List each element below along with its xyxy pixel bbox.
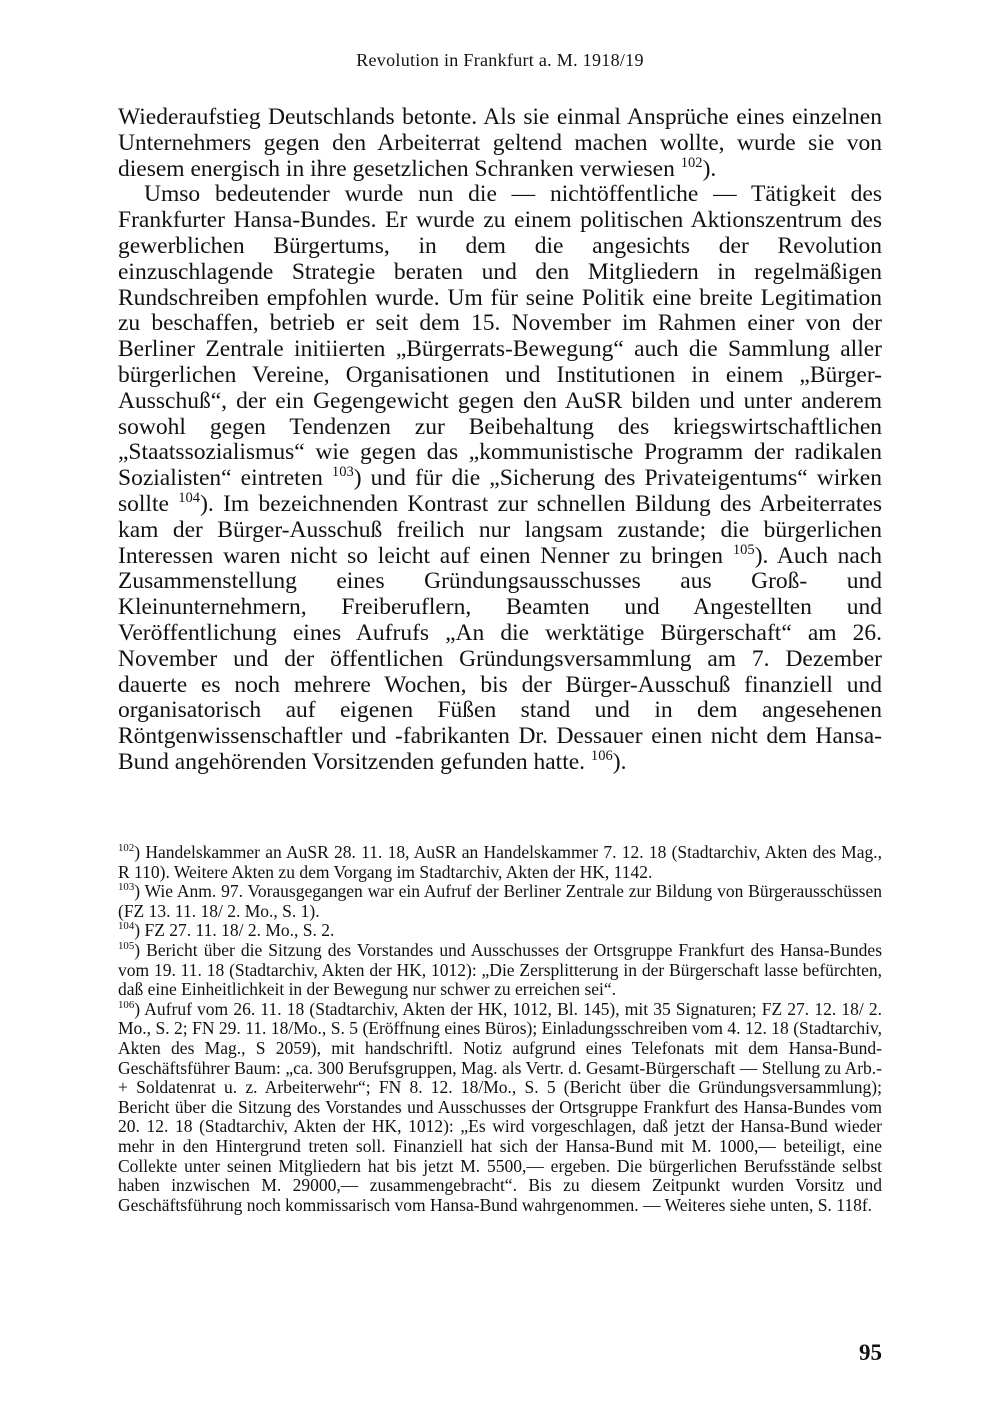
footnote-106 [118, 1000, 882, 1216]
page-number: 95 [859, 1340, 882, 1365]
running-header: Revolution in Frankfurt a. M. 1918/19 [356, 50, 644, 70]
footnote-ref-102[interactable]: 102 [680, 154, 703, 171]
footnote-marker: 104 [118, 920, 135, 933]
footnote-ref-104[interactable]: 104 [178, 490, 201, 507]
footnote-ref-103[interactable]: 103 [331, 464, 354, 481]
footnote-marker: 106 [118, 998, 135, 1011]
footnote-103 [118, 882, 882, 921]
footnote-marker: 105 [118, 940, 135, 953]
paragraph-1 [118, 105, 882, 182]
footnote-marker: 103 [118, 881, 135, 894]
paragraph-2-seg-4: ). Auch nach Zusammenstellung eines Gründungsausschusses aus Groß- und Kleinunternehmern, Freiberuflern, Beamten und Angestellten und Veröffentlichung eines Aufrufs „An die werktätige Bürgerschaft“ am 26. November und der öffentlichen Gründungsversammlung am 7. Dezember dauerte es noch mehrere Wochen, bis der Bürger-Ausschuß finanziell und organisatorisch auf eigenen Füßen stand und in dem angesehenen Röntgenwissenschaftler und -fabrikanten Dr. Dessauer einen nicht dem Hansa-Bund angehörenden Vorsitzenden gefunden hatte. [118, 542, 882, 775]
footnote-text: ) Bericht über die Sitzung des Vorstandes und Ausschusses der Ortsgruppe Frankfurt des Hansa-Bundes vom 19. 11. 18 (Stadtarchiv, Akten der HK, 1012): „Die Zersplitterung in der Bürgerschaft lasse befürchten, daß eine Einheitlichkeit in der Bewegung nur schwer zu erreichen sei“. [118, 939, 882, 1000]
paragraph-1-text: Wiederaufstieg Deutschlands betonte. Als sie einmal Ansprüche eines einzelnen Unternehmers gegen den Arbeiterrat geltend machen wollte, wurde sie von diesem energisch in ihre gesetzlichen Schranken verwiesen [118, 104, 882, 182]
paragraph-2-seg-2: ) und für die „Sicherung des Privateigentums“ wirken sollte [118, 465, 882, 517]
footnote-105 [118, 941, 882, 1000]
footnote-102 [118, 843, 882, 882]
footnotes-section [118, 843, 882, 1215]
paragraph-2-seg-5: ). [612, 748, 627, 775]
footnote-text: ) Aufruf vom 26. 11. 18 (Stadtarchiv, Akten der HK, 1012, Bl. 145), mit 35 Signaturen; FZ 27. 12. 18/ 2. Mo., S. 2; FN 29. 11. 18/Mo., S. 5 (Eröffnung eines Büros); Einladungsschreiben vom 4. 12. 18 (Stadtarchiv, Akten des Mag., S 2059), mit handschriftl. Notiz aufgrund eines Telefonats mit dem Hansa-Bund-Geschäftsführer Baum: „ca. 300 Berufsgruppen, Mag. als Vertr. d. Gesamt-Bürgerschaft — Stellung zu Arb.- + Soldatenrat u. z. Arbeiterwehr“; FN 8. 12. 18/Mo., S. 5 (Bericht über die Gründungsversammlung); Bericht über die Sitzung des Vorstandes und Ausschusses der Ortsgruppe Frankfurt des Hansa-Bundes vom 20. 12. 18 (Stadtarchiv, Akten der HK, 1012): „Es wird vorgeschlagen, daß jetzt der Hansa-Bund wieder mehr in den Hintergrund treten soll. Finanziell hat sich der Hansa-Bund mit M. 1000,— beteiligt, eine Collekte unter seinen Mitgliedern hat bis jetzt M. 5500,— ergeben. Die bürgerlichen Berufsstände selbst haben inzwischen M. 29000,— zusammengebracht“. Bis zu diesem Zeitpunkt wurden Vorsitz und Geschäftsführung noch kommissarisch vom Hansa-Bund wahrgenommen. — Weiteres siehe unten, S. 118f. [118, 998, 882, 1215]
paragraph-2-seg-3: ). Im bezeichnenden Kontrast zur schnellen Bildung des Arbeiterrates kam der Bürger-Ausschuß freilich nur langsam zustande; die bürgerlichen Interessen waren nicht so leicht auf einen Nenner zu bringen [118, 490, 882, 569]
paragraph-1-tail: ). [702, 155, 717, 182]
footnote-marker: 102 [118, 842, 135, 855]
footnote-text: ) Handelskammer an AuSR 28. 11. 18, AuSR an Handelskammer 7. 12. 18 (Stadtarchiv, Akten des Mag., R 110). Weitere Akten zu dem Vorgang im Stadtarchiv, Akten der HK, 1142. [118, 842, 882, 882]
main-text [118, 105, 882, 776]
footnote-text: ) Wie Anm. 97. Vorausgegangen war ein Aufruf der Berliner Zentrale zur Bildung von Bürgerausschüssen (FZ 13. 11. 18/ 2. Mo., S. 1). [118, 881, 882, 921]
footnote-text: ) FZ 27. 11. 18/ 2. Mo., S. 2. [134, 920, 335, 941]
paragraph-2 [118, 182, 882, 775]
paragraph-2-seg-1: Umso bedeutender wurde nun die — nichtöffentliche — Tätigkeit des Frankfurter Hansa-Bundes. Er wurde zu einem politischen Aktionszentrum des gewerblichen Bürgertums, in dem die angesichts der Revolution einzuschlagende Strategie beraten und den Mitgliedern in regelmäßigen Rundschreiben empfohlen wurde. Um für seine Politik eine breite Legitimation zu beschaffen, betrieb er seit dem 15. November im Rahmen einer von der Berliner Zentrale initiierten „Bürgerrats-Bewegung“ auch die Sammlung aller bürgerlichen Vereine, Organisationen und Institutionen in einem „Bürger-Ausschuß“, der ein Gegengewicht gegen den AuSR bilden und unter anderem sowohl gegen Tendenzen zur Beibehaltung des kriegswirtschaftlichen „Staatssozialismus“ wie gegen das „kommunistische Programm der radikalen Sozialisten“ eintreten [118, 181, 882, 492]
footnote-ref-105[interactable]: 105 [732, 541, 755, 558]
footnote-104 [118, 921, 882, 941]
footnote-ref-106[interactable]: 106 [590, 748, 613, 765]
